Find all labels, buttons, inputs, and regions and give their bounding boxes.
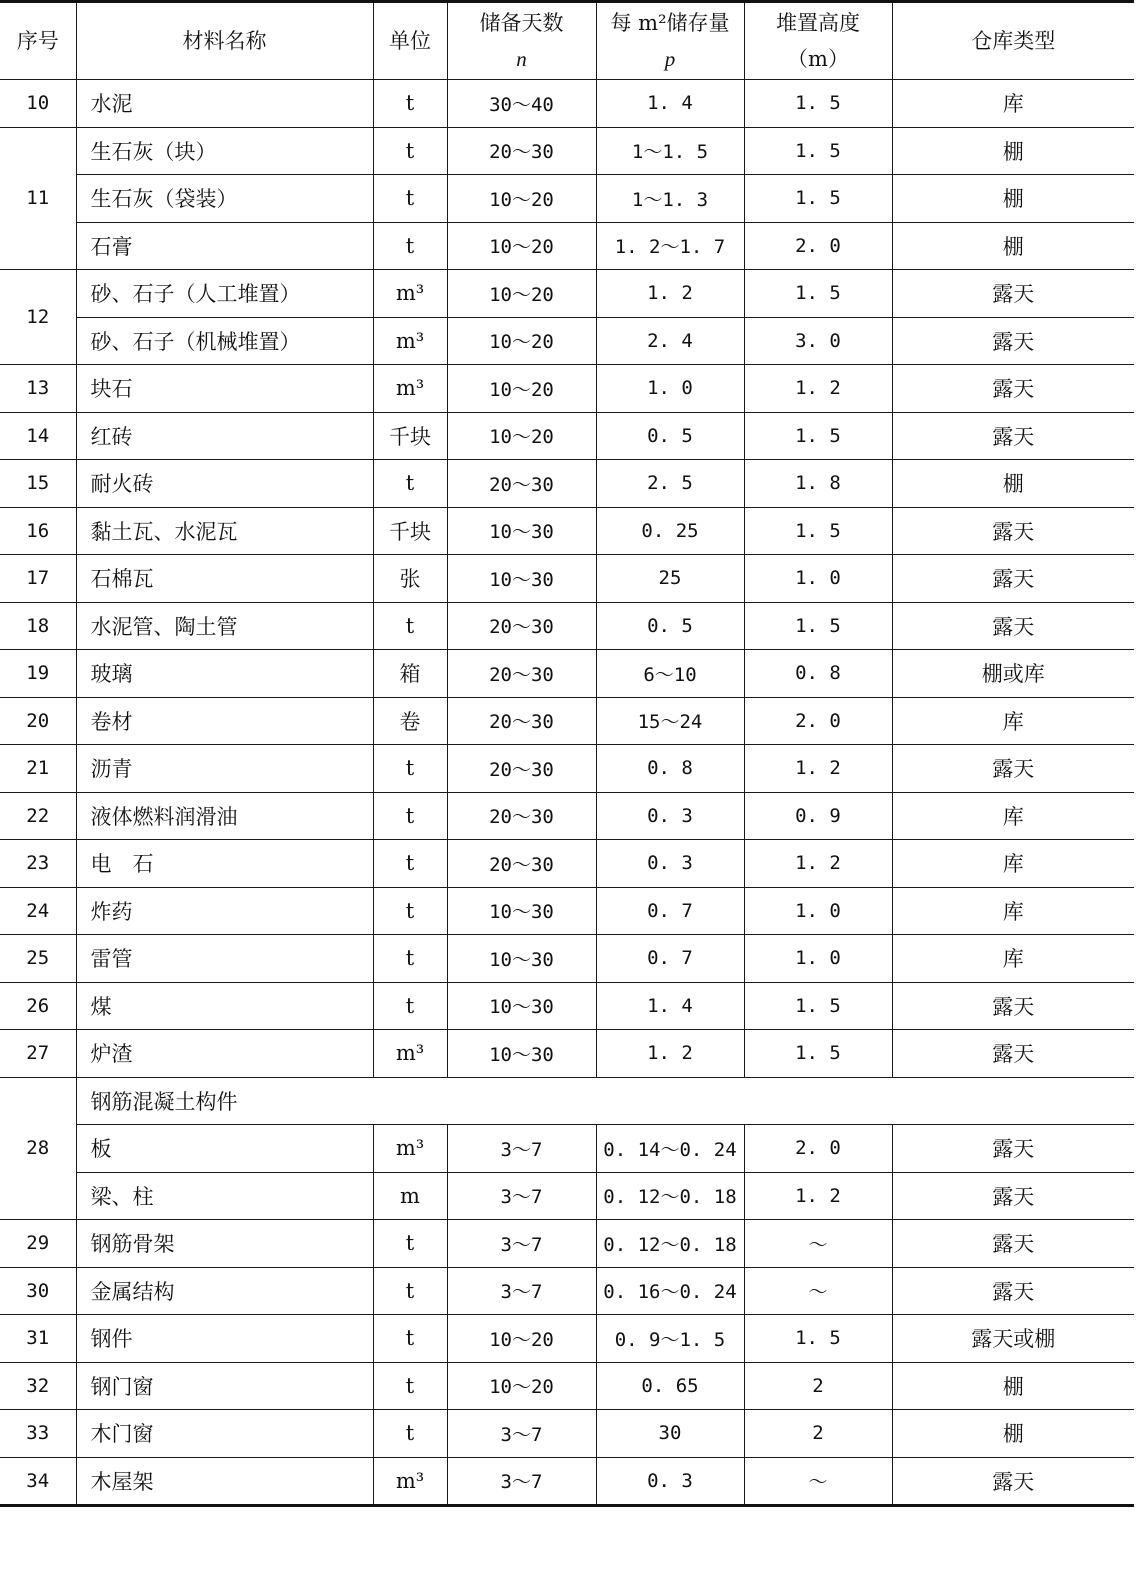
cell-days: 20～30 [447,127,596,175]
table-row [0,1410,1134,1458]
cell-unit: 箱 [373,650,447,698]
cell-days: 10～20 [447,222,596,270]
cell-height: 1. 2 [744,365,892,413]
cell-storage: 0. 9～1. 5 [596,1315,744,1363]
cell-name: 耐火砖 [76,460,373,508]
cell-type: 库 [892,935,1134,983]
cell-storage: 1～1. 5 [596,127,744,175]
cell-type: 露天 [892,982,1134,1030]
cell-storage: 0. 3 [596,840,744,888]
cell-height: 1. 5 [744,127,892,175]
cell-seq: 23 [0,840,76,888]
cell-name: 卷材 [76,697,373,745]
cell-days: 10～30 [447,1030,596,1078]
table-row [0,602,1134,650]
cell-seq: 27 [0,1030,76,1078]
header-storage [596,2,744,80]
cell-unit: 千块 [373,412,447,460]
table-row [0,1315,1134,1363]
header-unit: 单位 [373,2,447,80]
cell-unit: t [373,80,447,128]
cell-name: 木门窗 [76,1410,373,1458]
cell-days: 20～30 [447,792,596,840]
cell-type: 露天 [892,365,1134,413]
cell-storage: 30 [596,1410,744,1458]
cell-type: 露天 [892,317,1134,365]
cell-seq: 21 [0,745,76,793]
cell-name: 沥青 [76,745,373,793]
cell-seq: 34 [0,1457,76,1506]
cell-height: 0. 8 [744,650,892,698]
cell-name: 板 [76,1125,373,1173]
cell-unit: m³ [373,1125,447,1173]
cell-unit: m³ [373,1457,447,1506]
cell-height: 1. 0 [744,935,892,983]
cell-unit: t [373,127,447,175]
cell-unit: t [373,1267,447,1315]
table-row [0,1362,1134,1410]
cell-storage: 0. 12～0. 18 [596,1220,744,1268]
cell-unit: 千块 [373,507,447,555]
header-height-unit: （m） [787,47,849,71]
cell-unit: t [373,1410,447,1458]
cell-height: 1. 8 [744,460,892,508]
header-seq: 序号 [0,2,76,80]
cell-height: 3. 0 [744,317,892,365]
cell-name: 石膏 [76,222,373,270]
table-row [0,1220,1134,1268]
cell-seq: 32 [0,1362,76,1410]
table-row [0,935,1134,983]
cell-name: 砂、石子（人工堆置） [76,270,373,318]
cell-name: 钢筋骨架 [76,1220,373,1268]
cell-days: 20～30 [447,840,596,888]
cell-storage: 0. 7 [596,935,744,983]
cell-days: 10～20 [447,270,596,318]
cell-type: 库 [892,697,1134,745]
cell-days: 10～20 [447,175,596,223]
cell-height: 2. 0 [744,697,892,745]
cell-name: 生石灰（袋装） [76,175,373,223]
header-height [744,2,892,80]
header-height-label: 堆置高度 [776,11,860,35]
cell-height: 1. 5 [744,80,892,128]
cell-storage: 2. 5 [596,460,744,508]
cell-type: 露天 [892,1125,1134,1173]
cell-days: 10～30 [447,507,596,555]
cell-type: 棚 [892,222,1134,270]
cell-height: 1. 5 [744,175,892,223]
cell-height: 1. 5 [744,507,892,555]
cell-name: 黏土瓦、水泥瓦 [76,507,373,555]
cell-unit: m [373,1172,447,1220]
cell-height: 2 [744,1410,892,1458]
cell-type: 棚 [892,127,1134,175]
cell-seq: 11 [0,127,76,270]
cell-type: 库 [892,840,1134,888]
cell-type: 露天 [892,1172,1134,1220]
cell-unit: t [373,460,447,508]
cell-height: 1. 2 [744,840,892,888]
cell-unit: t [373,745,447,793]
header-days [447,2,596,80]
cell-storage: 0. 12～0. 18 [596,1172,744,1220]
cell-type: 棚 [892,460,1134,508]
cell-days: 3～7 [447,1267,596,1315]
table-row [0,507,1134,555]
cell-name: 煤 [76,982,373,1030]
cell-days: 10～20 [447,317,596,365]
cell-unit: t [373,1220,447,1268]
cell-seq: 14 [0,412,76,460]
cell-seq: 26 [0,982,76,1030]
header-type: 仓库类型 [892,2,1134,80]
cell-height: 1. 2 [744,1172,892,1220]
cell-height: 1. 5 [744,982,892,1030]
table-row [0,1172,1134,1220]
cell-unit: m³ [373,270,447,318]
cell-days: 20～30 [447,745,596,793]
cell-unit: t [373,840,447,888]
cell-type: 露天 [892,507,1134,555]
cell-type: 棚或库 [892,650,1134,698]
cell-days: 30～40 [447,80,596,128]
cell-height: 1. 0 [744,887,892,935]
cell-days: 10～20 [447,1315,596,1363]
cell-type: 库 [892,80,1134,128]
cell-days: 3～7 [447,1172,596,1220]
table-row [0,1077,1134,1125]
cell-days: 20～30 [447,697,596,745]
cell-days: 3～7 [447,1457,596,1506]
cell-type: 露天 [892,745,1134,793]
cell-storage: 25 [596,555,744,603]
table-row [0,175,1134,223]
cell-days: 3～7 [447,1125,596,1173]
table-row [0,697,1134,745]
cell-name: 红砖 [76,412,373,460]
header-days-label: 储备天数 [479,11,564,35]
cell-storage: 2. 4 [596,317,744,365]
cell-seq: 13 [0,365,76,413]
cell-height: 1. 5 [744,412,892,460]
cell-seq: 29 [0,1220,76,1268]
table-row [0,887,1134,935]
cell-name: 砂、石子（机械堆置） [76,317,373,365]
cell-days: 10～30 [447,555,596,603]
table-row [0,840,1134,888]
cell-unit: t [373,602,447,650]
cell-name: 炸药 [76,887,373,935]
cell-name: 水泥 [76,80,373,128]
cell-seq: 18 [0,602,76,650]
cell-days: 10～30 [447,935,596,983]
cell-seq: 17 [0,555,76,603]
cell-name: 生石灰（块） [76,127,373,175]
cell-seq: 10 [0,80,76,128]
cell-name: 电 石 [76,840,373,888]
cell-unit: t [373,222,447,270]
table-row [0,460,1134,508]
cell-storage: 1. 2 [596,270,744,318]
cell-unit: 张 [373,555,447,603]
cell-days: 3～7 [447,1410,596,1458]
cell-unit: 卷 [373,697,447,745]
cell-storage: 1. 2～1. 7 [596,222,744,270]
cell-name: 梁、柱 [76,1172,373,1220]
cell-height: ～ [744,1267,892,1315]
cell-name: 液体燃料润滑油 [76,792,373,840]
cell-seq: 28 [0,1077,76,1220]
cell-height: 1. 5 [744,1030,892,1078]
cell-storage: 15～24 [596,697,744,745]
cell-name: 玻璃 [76,650,373,698]
cell-height: 2. 0 [744,222,892,270]
cell-name: 金属结构 [76,1267,373,1315]
cell-unit: t [373,175,447,223]
table-row [0,80,1134,128]
table-row [0,982,1134,1030]
cell-storage: 6～10 [596,650,744,698]
cell-name: 炉渣 [76,1030,373,1078]
cell-storage: 1. 4 [596,80,744,128]
cell-height: 1. 5 [744,602,892,650]
table-row [0,412,1134,460]
cell-height: 1. 2 [744,745,892,793]
cell-days: 3～7 [447,1220,596,1268]
cell-unit: m³ [373,317,447,365]
cell-name: 钢件 [76,1315,373,1363]
cell-height: 1. 5 [744,270,892,318]
cell-seq: 12 [0,270,76,365]
cell-type: 露天或棚 [892,1315,1134,1363]
table-row [0,270,1134,318]
cell-height: ～ [744,1220,892,1268]
cell-name: 石棉瓦 [76,555,373,603]
table-row [0,1030,1134,1078]
cell-storage: 0. 14～0. 24 [596,1125,744,1173]
cell-height: 2 [744,1362,892,1410]
table-row [0,365,1134,413]
cell-height: 0. 9 [744,792,892,840]
table-row [0,555,1134,603]
cell-name: 钢门窗 [76,1362,373,1410]
cell-seq: 25 [0,935,76,983]
cell-days: 20～30 [447,650,596,698]
cell-type: 露天 [892,270,1134,318]
cell-days: 10～20 [447,1362,596,1410]
cell-type: 露天 [892,1267,1134,1315]
cell-storage: 0. 3 [596,792,744,840]
cell-days: 10～20 [447,365,596,413]
cell-type: 露天 [892,412,1134,460]
cell-storage: 0. 16～0. 24 [596,1267,744,1315]
cell-seq: 22 [0,792,76,840]
cell-storage: 0. 5 [596,602,744,650]
cell-group-name: 钢筋混凝土构件 [76,1077,1134,1125]
cell-seq: 24 [0,887,76,935]
cell-type: 库 [892,887,1134,935]
cell-storage: 0. 8 [596,745,744,793]
cell-days: 10～30 [447,887,596,935]
cell-unit: t [373,1315,447,1363]
cell-storage: 1. 4 [596,982,744,1030]
header-row [0,2,1134,80]
table-row [0,792,1134,840]
header-storage-symbol: p [664,47,676,71]
header-name: 材料名称 [76,2,373,80]
cell-height: 1. 5 [744,1315,892,1363]
cell-type: 露天 [892,555,1134,603]
cell-name: 雷管 [76,935,373,983]
cell-storage: 1. 2 [596,1030,744,1078]
cell-seq: 16 [0,507,76,555]
cell-unit: t [373,935,447,983]
table-row [0,317,1134,365]
cell-unit: t [373,887,447,935]
cell-seq: 30 [0,1267,76,1315]
header-storage-label: 每 m²储存量 [610,11,730,35]
cell-storage: 0. 3 [596,1457,744,1506]
cell-days: 20～30 [447,460,596,508]
table-row [0,222,1134,270]
cell-unit: m³ [373,1030,447,1078]
table-row [0,650,1134,698]
cell-seq: 33 [0,1410,76,1458]
cell-unit: m³ [373,365,447,413]
cell-storage: 0. 5 [596,412,744,460]
table-row [0,127,1134,175]
cell-days: 20～30 [447,602,596,650]
cell-type: 露天 [892,1220,1134,1268]
table-row [0,1267,1134,1315]
cell-height: 2. 0 [744,1125,892,1173]
cell-storage: 0. 7 [596,887,744,935]
cell-seq: 31 [0,1315,76,1363]
table-row [0,745,1134,793]
cell-type: 露天 [892,1457,1134,1506]
cell-seq: 15 [0,460,76,508]
cell-unit: t [373,982,447,1030]
cell-unit: t [373,1362,447,1410]
cell-storage: 0. 65 [596,1362,744,1410]
table-row [0,1457,1134,1506]
cell-name: 块石 [76,365,373,413]
cell-name: 水泥管、陶土管 [76,602,373,650]
cell-storage: 0. 25 [596,507,744,555]
cell-unit: t [373,792,447,840]
cell-days: 10～30 [447,982,596,1030]
cell-type: 棚 [892,175,1134,223]
cell-seq: 19 [0,650,76,698]
cell-height: 1. 0 [744,555,892,603]
cell-storage: 1. 0 [596,365,744,413]
cell-days: 10～20 [447,412,596,460]
cell-type: 棚 [892,1362,1134,1410]
cell-storage: 1～1. 3 [596,175,744,223]
header-days-symbol: n [516,47,527,71]
cell-height: ～ [744,1457,892,1506]
cell-name: 木屋架 [76,1457,373,1506]
table-row [0,1125,1134,1173]
cell-seq: 20 [0,697,76,745]
cell-type: 露天 [892,602,1134,650]
cell-type: 库 [892,792,1134,840]
cell-type: 露天 [892,1030,1134,1078]
cell-type: 棚 [892,1410,1134,1458]
